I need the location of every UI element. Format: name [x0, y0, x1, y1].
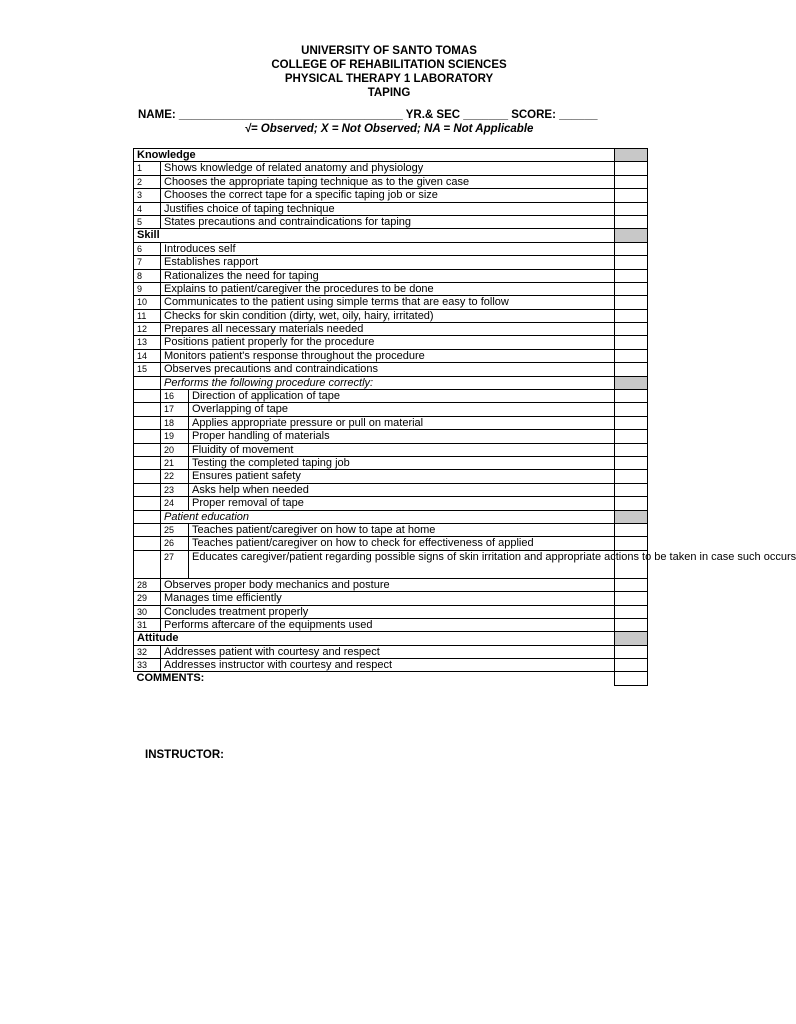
checklist-row — [134, 578, 648, 591]
item-text: Justifies choice of taping technique — [161, 202, 615, 215]
item-number: 7 — [134, 256, 161, 269]
item-text: Prepares all necessary materials needed — [161, 323, 615, 336]
score-cell-shaded — [615, 149, 648, 162]
checklist-subrow — [134, 537, 648, 550]
item-text: Positions patient properly for the procedure — [161, 336, 615, 349]
item-text: Monitors patient's response throughout the procedure — [161, 349, 615, 362]
score-cell[interactable] — [615, 390, 648, 403]
section-title: Attitude — [134, 632, 615, 645]
checklist-row — [134, 296, 648, 309]
score-cell[interactable] — [615, 242, 648, 255]
indent-cell — [134, 390, 161, 403]
section-header-row — [134, 632, 648, 645]
item-text: Explains to patient/caregiver the procedures to be done — [161, 282, 615, 295]
score-cell[interactable] — [615, 215, 648, 228]
item-text: Introduces self — [161, 242, 615, 255]
score-cell-shaded — [615, 229, 648, 242]
checklist-row — [134, 323, 648, 336]
item-number: 23 — [161, 483, 189, 496]
item-text: Rationalizes the need for taping — [161, 269, 615, 282]
score-cell[interactable] — [615, 430, 648, 443]
item-text: Observes proper body mechanics and posture — [161, 578, 615, 591]
checklist-subrow — [134, 430, 648, 443]
score-cell[interactable] — [615, 309, 648, 322]
checklist-table — [133, 148, 796, 686]
item-number: 17 — [161, 403, 189, 416]
section-header-row — [134, 510, 648, 523]
item-text: Proper removal of tape — [189, 497, 615, 510]
score-cell[interactable] — [615, 470, 648, 483]
item-number: 25 — [161, 523, 189, 536]
section-title: Skill — [134, 229, 615, 242]
item-number: 6 — [134, 242, 161, 255]
item-text: Direction of application of tape — [189, 390, 615, 403]
item-number: 9 — [134, 282, 161, 295]
item-number: 29 — [134, 592, 161, 605]
checklist-row — [134, 175, 648, 188]
checklist-subrow — [134, 403, 648, 416]
item-number: 5 — [134, 215, 161, 228]
subsection-title: Performs the following procedure correctly: — [161, 376, 615, 389]
score-cell[interactable] — [615, 537, 648, 550]
checklist-row — [134, 363, 648, 376]
topic-name: TAPING — [367, 87, 411, 99]
item-text: Checks for skin condition (dirty, wet, oily, hairy, irritated) — [161, 309, 615, 322]
item-number: 1 — [134, 162, 161, 175]
checklist-row — [134, 189, 648, 202]
item-text: Chooses the correct tape for a specific taping job or size — [161, 189, 615, 202]
section-header-row — [134, 229, 648, 242]
item-number: 4 — [134, 202, 161, 215]
item-text: Teaches patient/caregiver on how to tape at home — [189, 523, 615, 536]
checklist-subrow — [134, 523, 648, 536]
checklist-row — [134, 309, 648, 322]
checklist-row — [134, 349, 648, 362]
item-number: 27 — [161, 550, 189, 578]
score-cell[interactable] — [615, 497, 648, 510]
indent-cell — [134, 456, 161, 469]
checklist-subrow — [134, 443, 648, 456]
university-name: UNIVERSITY OF SANTO TOMAS — [301, 45, 477, 57]
score-cell[interactable] — [615, 578, 648, 591]
checklist-row — [134, 215, 648, 228]
item-number: 21 — [161, 456, 189, 469]
indent-cell — [134, 497, 161, 510]
item-number: 32 — [134, 645, 161, 658]
item-text: Testing the completed taping job — [189, 456, 615, 469]
item-number: 19 — [161, 430, 189, 443]
checklist-subrow — [134, 390, 648, 403]
item-number: 10 — [134, 296, 161, 309]
item-number: 26 — [161, 537, 189, 550]
item-text: Addresses instructor with courtesy and respect — [161, 659, 615, 672]
score-cell[interactable] — [615, 175, 648, 188]
item-text: Educates caregiver/patient regarding possible signs of skin irritation and appropriate actions to be taken in case such occurs — [189, 550, 615, 578]
score-cell[interactable] — [615, 523, 648, 536]
score-cell[interactable] — [615, 403, 648, 416]
score-cell[interactable] — [615, 483, 648, 496]
item-number: 16 — [161, 390, 189, 403]
checklist-subrow — [134, 416, 648, 429]
item-number: 33 — [134, 659, 161, 672]
checklist-row — [134, 282, 648, 295]
item-number: 30 — [134, 605, 161, 618]
item-text: Observes precautions and contraindications — [161, 363, 615, 376]
score-cell[interactable] — [615, 336, 648, 349]
item-number: 20 — [161, 443, 189, 456]
checklist-row — [134, 659, 648, 672]
section-header-row — [134, 376, 648, 389]
checklist-row — [134, 605, 648, 618]
score-cell[interactable] — [615, 189, 648, 202]
comments-label: COMMENTS: — [136, 672, 205, 685]
form-header — [0, 44, 778, 100]
college-name: COLLEGE OF REHABILITATION SCIENCES — [271, 59, 507, 71]
item-text: Addresses patient with courtesy and respect — [161, 645, 615, 658]
checklist-row — [134, 269, 648, 282]
item-text: Manages time efficiently — [161, 592, 615, 605]
score-cell[interactable] — [615, 618, 648, 631]
item-text: Overlapping of tape — [189, 403, 615, 416]
item-text: Teaches patient/caregiver on how to check for effectiveness of applied — [189, 537, 615, 550]
item-text: Communicates to the patient using simple terms that are easy to follow — [161, 296, 615, 309]
score-cell-shaded — [615, 510, 648, 523]
score-cell[interactable] — [615, 416, 648, 429]
course-name: PHYSICAL THERAPY 1 LABORATORY — [284, 73, 494, 85]
indent-cell — [134, 483, 161, 496]
indent-cell — [134, 416, 161, 429]
comments-row — [134, 672, 648, 685]
score-cell[interactable] — [615, 202, 648, 215]
item-text: States precautions and contraindications for taping — [161, 215, 615, 228]
item-number: 11 — [134, 309, 161, 322]
checklist-row — [134, 618, 648, 631]
checklist-row — [134, 242, 648, 255]
score-cell[interactable] — [615, 605, 648, 618]
score-cell[interactable] — [615, 363, 648, 376]
score-cell[interactable] — [615, 349, 648, 362]
name-section-line: NAME: ___________________________________ YR.& SEC _______ SCORE: ______ — [138, 109, 598, 121]
item-number: 18 — [161, 416, 189, 429]
item-text: Establishes rapport — [161, 256, 615, 269]
item-number: 28 — [134, 578, 161, 591]
item-text: Concludes treatment properly — [161, 605, 615, 618]
score-cell[interactable] — [615, 162, 648, 175]
checklist-subrow — [134, 470, 648, 483]
item-text: Asks help when needed — [189, 483, 615, 496]
checklist-row — [134, 592, 648, 605]
subsection-title: Patient education — [161, 510, 615, 523]
rating-legend: √= Observed; X = Not Observed; NA = Not Applicable — [244, 123, 534, 135]
indent-cell — [134, 550, 161, 578]
score-cell[interactable] — [615, 323, 648, 336]
item-text: Fluidity of movement — [189, 443, 615, 456]
item-text: Proper handling of materials — [189, 430, 615, 443]
item-text: Ensures patient safety — [189, 470, 615, 483]
score-cell[interactable] — [615, 456, 648, 469]
checklist-row — [134, 202, 648, 215]
indent-cell — [134, 443, 161, 456]
instructor-label: INSTRUCTOR: — [145, 749, 225, 761]
checklist-row — [134, 162, 648, 175]
indent-cell — [134, 510, 161, 523]
score-cell[interactable] — [615, 296, 648, 309]
comments-score-cell[interactable] — [615, 672, 648, 685]
checklist-subrow — [134, 456, 648, 469]
checklist-subrow — [134, 483, 648, 496]
checklist-subrow — [134, 550, 648, 578]
item-number: 3 — [134, 189, 161, 202]
score-cell[interactable] — [615, 645, 648, 658]
indent-cell — [134, 537, 161, 550]
section-title: Knowledge — [134, 149, 615, 162]
item-number: 22 — [161, 470, 189, 483]
checklist-subrow — [134, 497, 648, 510]
item-number: 24 — [161, 497, 189, 510]
item-number: 2 — [134, 175, 161, 188]
score-cell[interactable] — [615, 269, 648, 282]
item-number: 12 — [134, 323, 161, 336]
item-number: 15 — [134, 363, 161, 376]
indent-cell — [134, 376, 161, 389]
score-cell[interactable] — [615, 256, 648, 269]
score-cell-shaded — [615, 632, 648, 645]
section-header-row — [134, 149, 648, 162]
score-cell-shaded — [615, 376, 648, 389]
item-text: Chooses the appropriate taping technique as to the given case — [161, 175, 615, 188]
score-cell[interactable] — [615, 659, 648, 672]
checklist-row — [134, 645, 648, 658]
item-text: Applies appropriate pressure or pull on material — [189, 416, 615, 429]
indent-cell — [134, 523, 161, 536]
indent-cell — [134, 470, 161, 483]
checklist-row — [134, 256, 648, 269]
score-cell[interactable] — [615, 592, 648, 605]
indent-cell — [134, 403, 161, 416]
item-text: Performs aftercare of the equipments used — [161, 618, 615, 631]
item-text: Shows knowledge of related anatomy and physiology — [161, 162, 615, 175]
item-number: 31 — [134, 618, 161, 631]
item-number: 13 — [134, 336, 161, 349]
item-number: 8 — [134, 269, 161, 282]
indent-cell — [134, 430, 161, 443]
score-cell[interactable] — [615, 282, 648, 295]
item-number: 14 — [134, 349, 161, 362]
score-cell[interactable] — [615, 443, 648, 456]
checklist-row — [134, 336, 648, 349]
